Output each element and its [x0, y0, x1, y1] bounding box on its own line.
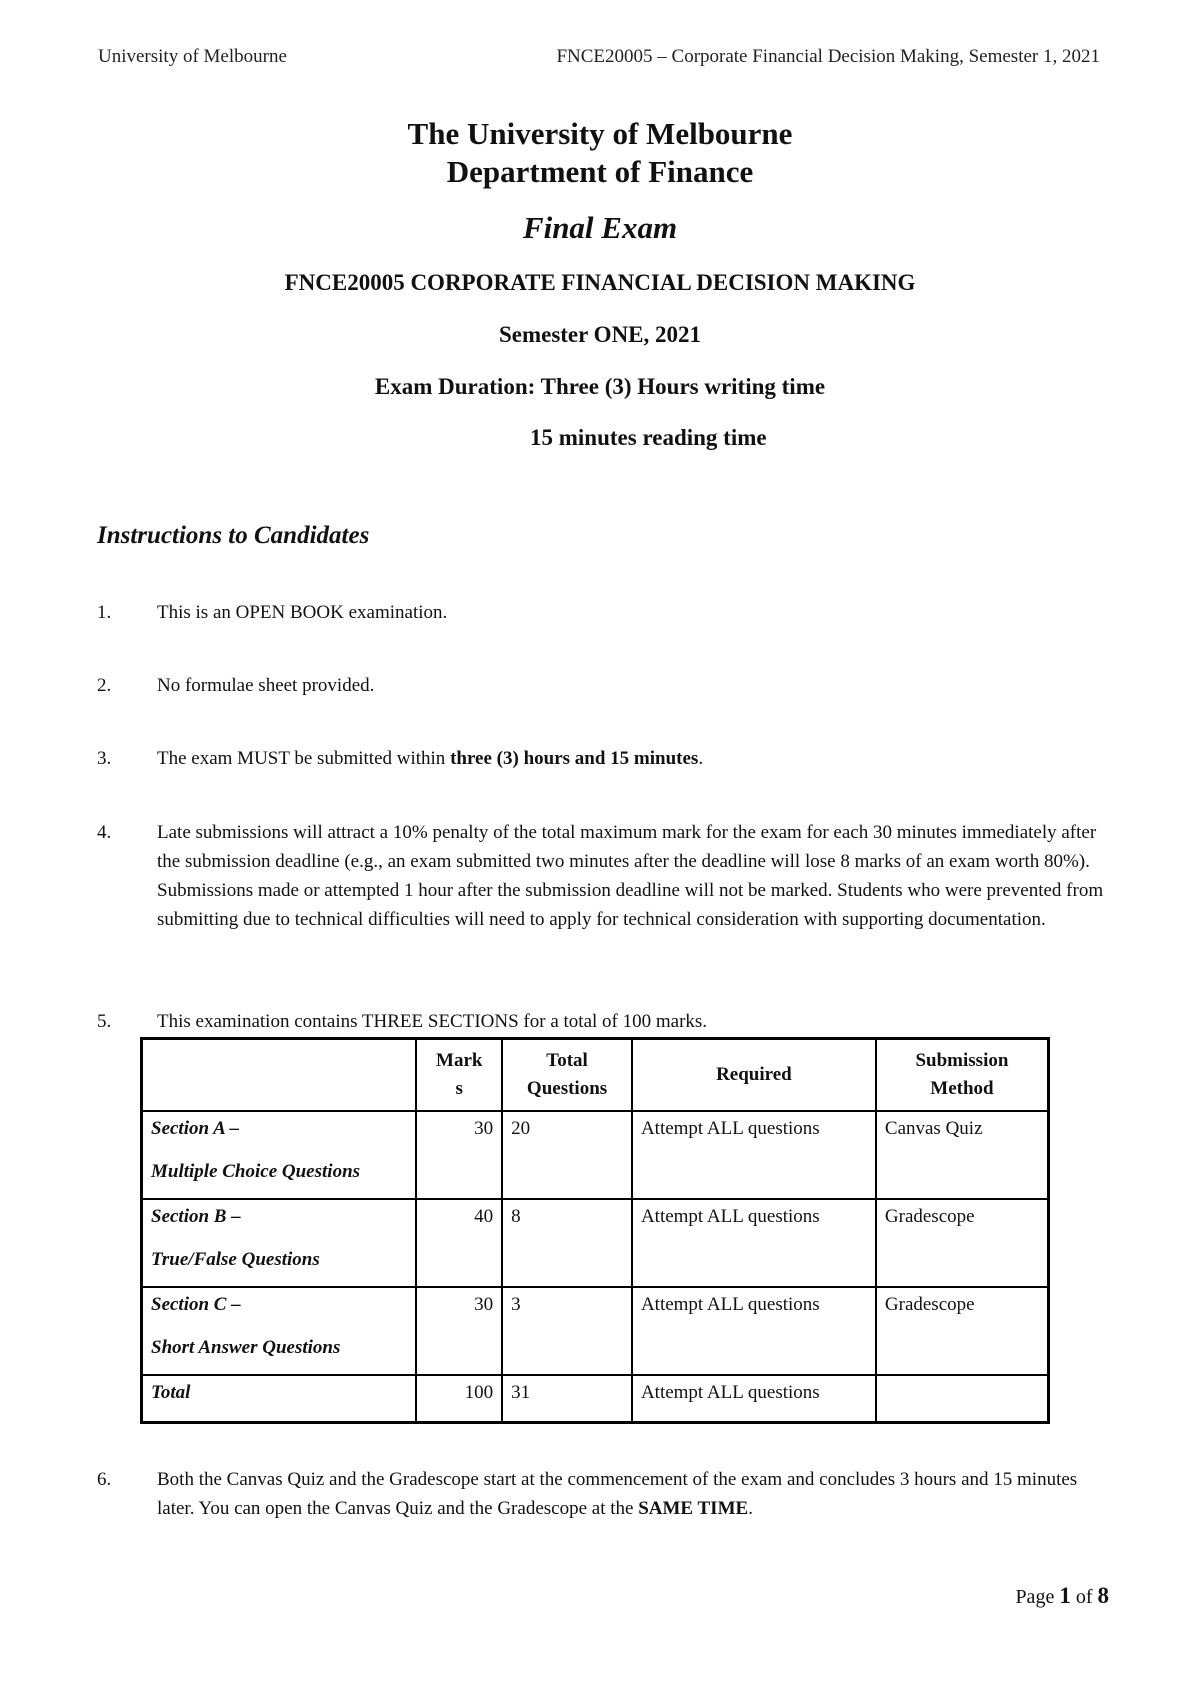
university-title: The University of Melbourne: [407, 116, 793, 151]
running-header-left: University of Melbourne: [98, 46, 287, 67]
instruction-text-part: Both the Canvas Quiz and the Gradescope start at the commencement of the exam and concludes 3 hours and 15 minutes later. You can open the Canvas Quiz and the Gradescope at the: [157, 1469, 1078, 1519]
method-cell: Gradescope: [876, 1287, 1049, 1375]
required-cell: Attempt ALL questions: [632, 1111, 876, 1199]
total-questions-cell: 31: [502, 1375, 632, 1423]
section-subtitle: Short Answer Questions: [151, 1337, 341, 1358]
instruction-number: 2.: [97, 675, 112, 696]
page-label: Page: [1015, 1586, 1055, 1608]
questions-cell: 20: [502, 1111, 632, 1199]
header-required: Required: [632, 1039, 876, 1112]
instruction-emphasis: SAME TIME: [638, 1498, 749, 1519]
table-total-row: [142, 1375, 1049, 1423]
total-label-cell: [142, 1375, 417, 1423]
required-cell: Attempt ALL questions: [632, 1199, 876, 1287]
marks-cell: 30: [416, 1111, 502, 1199]
instruction-number: 3.: [97, 748, 112, 769]
total-pages: 8: [1097, 1583, 1109, 1608]
section-cell: [142, 1199, 417, 1287]
total-marks-cell: 100: [416, 1375, 502, 1423]
running-header-right: FNCE20005 – Corporate Financial Decision Making, Semester 1, 2021: [556, 46, 1100, 67]
questions-cell: 8: [502, 1199, 632, 1287]
total-method-cell: [876, 1375, 1049, 1423]
section-cell: [142, 1287, 417, 1375]
course-title: FNCE20005 CORPORATE FINANCIAL DECISION MAKING: [284, 270, 916, 295]
header-questions-line2: Questions: [526, 1078, 608, 1099]
semester-title: Semester ONE, 2021: [498, 322, 702, 347]
instruction-text: [157, 744, 1107, 773]
page-number: [1015, 1583, 1109, 1609]
instruction-text-part: .: [698, 748, 704, 769]
section-name: Section A –: [151, 1118, 239, 1139]
instruction-text-part: The exam MUST be submitted within: [157, 748, 451, 769]
exam-type-title: Final Exam: [522, 210, 678, 245]
instruction-text: This examination contains THREE SECTIONS for a total of 100 marks.: [157, 1011, 708, 1032]
section-name: Section B –: [151, 1206, 241, 1227]
table-header-row: [142, 1039, 1049, 1112]
header-marks: [416, 1039, 502, 1112]
instruction-item: [97, 744, 1107, 773]
instruction-item: [97, 1007, 1107, 1036]
instruction-emphasis: three (3) hours and 15 minutes: [450, 748, 699, 769]
header-method-line1: Submission: [915, 1050, 1009, 1071]
section-cell: [142, 1111, 417, 1199]
duration-title: Exam Duration: Three (3) Hours writing time: [374, 374, 826, 399]
table-row: [142, 1111, 1049, 1199]
section-subtitle: True/False Questions: [151, 1249, 320, 1270]
header-method-line2: Method: [930, 1078, 994, 1099]
department-title: Department of Finance: [446, 154, 754, 189]
section-subtitle: Multiple Choice Questions: [151, 1161, 361, 1182]
total-label: Total: [151, 1382, 191, 1403]
instructions-heading: Instructions to Candidates: [97, 522, 370, 549]
table-row: [142, 1199, 1049, 1287]
sections-table: [140, 1037, 1050, 1424]
instruction-text-part: .: [748, 1498, 753, 1519]
header-questions-line1: Total: [546, 1050, 588, 1071]
table-row: [142, 1287, 1049, 1375]
instruction-text: This is an OPEN BOOK examination.: [157, 602, 448, 623]
method-cell: Canvas Quiz: [876, 1111, 1049, 1199]
instruction-number: 1.: [97, 602, 112, 623]
required-cell: Attempt ALL questions: [632, 1287, 876, 1375]
marks-cell: 30: [416, 1287, 502, 1375]
questions-cell: 3: [502, 1287, 632, 1375]
instruction-item: [97, 598, 1107, 627]
current-page: 1: [1059, 1583, 1071, 1608]
of-label: of: [1075, 1586, 1093, 1608]
instruction-text: Late submissions will attract a 10% penalty of the total maximum mark for the exam for each 30 minutes immediately after the submission deadline (e.g., an exam submitted two minutes after the deadline will lose 8 marks of an exam worth 80%). Submissions made or attempted 1 hour after the submission deadline will not be marked. Students who were prevented from submitting due to technical difficulties will need to apply for technical consideration with supporting documentation.: [157, 822, 1104, 930]
header-marks-line2: s: [455, 1078, 463, 1099]
instruction-text: No formulae sheet provided.: [157, 675, 375, 696]
instruction-item: [97, 818, 1107, 934]
instruction-number: 6.: [97, 1469, 112, 1490]
header-marks-line1: Mark: [436, 1050, 483, 1071]
header-questions: [502, 1039, 632, 1112]
reading-time-title: 15 minutes reading time: [530, 425, 767, 450]
marks-cell: 40: [416, 1199, 502, 1287]
total-required-cell: Attempt ALL questions: [632, 1375, 876, 1423]
header-section: [142, 1039, 417, 1112]
method-cell: Gradescope: [876, 1199, 1049, 1287]
instruction-item: [97, 1465, 1107, 1523]
instruction-text: [157, 1465, 1107, 1523]
header-method: [876, 1039, 1049, 1112]
instruction-item: [97, 671, 1107, 700]
instruction-number: 5.: [97, 1011, 112, 1032]
instruction-number: 4.: [97, 822, 112, 843]
section-name: Section C –: [151, 1294, 241, 1315]
